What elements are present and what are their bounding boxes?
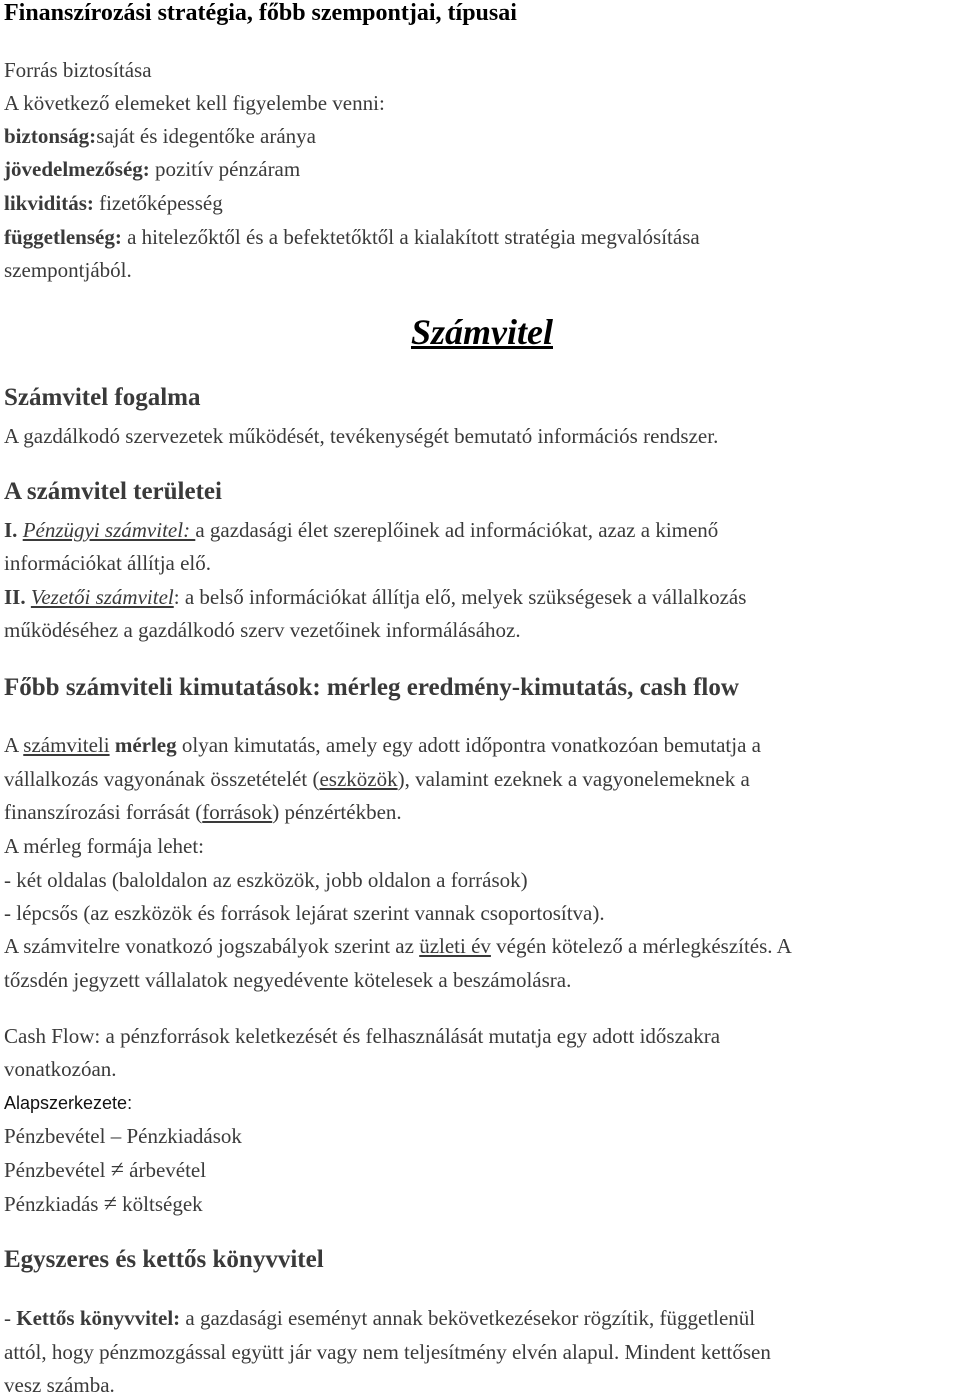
konyvvitel-heading: Egyszeres és kettős könyvvitel bbox=[4, 1246, 324, 1273]
item-number: I. bbox=[4, 518, 18, 542]
section-heading-szamvitel: Számvitel bbox=[411, 312, 553, 352]
kimutatasok-line-8: tőzsdén jegyzett vállalatok negyedévente kötelesek a beszámolásra. bbox=[4, 968, 572, 992]
szamviteli-link[interactable]: számviteli bbox=[23, 733, 110, 757]
kimutatasok-line-7 bbox=[4, 934, 960, 959]
forrasok-link[interactable]: források bbox=[202, 800, 273, 824]
text: ), valamint ezeknek a vagyonelemeknek a bbox=[397, 767, 750, 791]
term: likviditás: bbox=[4, 191, 94, 215]
kimutatasok-heading: Főbb számviteli kimutatások: mérleg eredmény-kimutatás, cash flow bbox=[4, 674, 739, 701]
konyvvitel-line-2: attól, hogy pénzmozgással együtt jár vagy nem teljesítmény elvén alapul. Mindent kettősen bbox=[4, 1340, 771, 1364]
teruletei-item-1-cont: információkat állítja elő. bbox=[4, 551, 212, 575]
term: függetlenség: bbox=[4, 225, 122, 249]
cashflow-line-2: vonatkozóan. bbox=[4, 1057, 117, 1081]
item-term: Pénzügyi számvitel: bbox=[22, 518, 196, 542]
teruletei-heading: A számvitel területei bbox=[4, 478, 222, 505]
text: A számvitelre vonatkozó jogszabályok szerint az bbox=[4, 934, 420, 958]
text: A bbox=[4, 733, 24, 757]
page-title: Finanszírozási stratégia, főbb szempontjai, típusai bbox=[4, 0, 517, 26]
term: jövedelmezőség: bbox=[4, 157, 150, 181]
konyvvitel-line-1 bbox=[4, 1306, 960, 1331]
not-equal-icon: ≠ bbox=[103, 1191, 117, 1217]
finance-point-independence bbox=[4, 225, 960, 250]
cashflow-line-1: Cash Flow: a pénzforrások keletkezését és felhasználását mutatja egy adott időszakra bbox=[4, 1024, 721, 1048]
text: olyan kimutatás, amely egy adott időpontra vonatkozóan bemutatja a bbox=[176, 733, 761, 757]
kimutatasok-line-3 bbox=[4, 800, 960, 825]
kimutatasok-line-2 bbox=[4, 767, 960, 792]
teruletei-item-1 bbox=[4, 518, 960, 543]
kimutatasok-line-5: - két oldalas (baloldalon az eszközök, jobb oldalon a források) bbox=[4, 868, 528, 892]
text: - bbox=[4, 1306, 17, 1330]
uzleti-ev-link[interactable]: üzleti év bbox=[419, 934, 491, 958]
text: árbevétel bbox=[123, 1158, 207, 1182]
text: Pénzbevétel bbox=[4, 1158, 111, 1182]
cashflow-structure-label: Alapszerkezete: bbox=[4, 1093, 133, 1113]
item-number: II. bbox=[4, 585, 26, 609]
not-equal-icon: ≠ bbox=[110, 1157, 124, 1183]
merleg-term: mérleg bbox=[114, 733, 177, 757]
fogalma-text: A gazdálkodó szervezetek működését, tevékenységét bemutató információs rendszer. bbox=[4, 424, 719, 448]
text: finanszírozási forrását ( bbox=[4, 800, 203, 824]
desc: pozitív pénzáram bbox=[149, 157, 301, 181]
kimutatasok-line-4: A mérleg formája lehet: bbox=[4, 834, 205, 858]
fogalma-heading: Számvitel fogalma bbox=[4, 384, 201, 411]
kimutatasok-line-1 bbox=[4, 733, 960, 758]
item-text: a gazdasági élet szereplőinek ad információkat, azaz a kimenő bbox=[195, 518, 719, 542]
text: ) pénzértékben. bbox=[272, 800, 402, 824]
item-term: Vezetői számvitel bbox=[30, 585, 174, 609]
text: költségek bbox=[116, 1192, 203, 1216]
text: végén kötelező a mérlegkészítés. A bbox=[490, 934, 792, 958]
finance-intro-2: A következő elemeket kell figyelembe venni: bbox=[4, 91, 385, 115]
finance-point-profitability bbox=[4, 157, 960, 182]
finance-point-liquidity bbox=[4, 191, 960, 216]
text: vállalkozás vagyonának összetételét ( bbox=[4, 767, 320, 791]
kimutatasok-line-6: - lépcsős (az eszközök és források lejárat szerint vannak csoportosítva). bbox=[4, 901, 605, 925]
finance-intro: Forrás biztosítása bbox=[4, 58, 152, 82]
finance-point-safety bbox=[4, 124, 960, 149]
desc: saját és idegentőke aránya bbox=[96, 124, 317, 148]
desc: a hitelezőktől és a befektetőktől a kialakított stratégia megvalósítása bbox=[121, 225, 700, 249]
text: Pénzkiadás bbox=[4, 1192, 104, 1216]
teruletei-item-2 bbox=[4, 585, 960, 610]
konyvvitel-line-3: vesz számba. bbox=[4, 1373, 115, 1397]
cashflow-formula-3 bbox=[4, 1191, 960, 1218]
eszkozok-link[interactable]: eszközök bbox=[319, 767, 398, 791]
desc: fizetőképesség bbox=[93, 191, 223, 215]
text: a gazdasági eseményt annak bekövetkezésekor rögzítik, függetlenül bbox=[180, 1306, 756, 1330]
cashflow-formula-1: Pénzbevétel – Pénzkiadások bbox=[4, 1124, 242, 1148]
kettos-term: Kettős könyvvitel: bbox=[16, 1306, 181, 1330]
teruletei-item-2-cont: működéséhez a gazdálkodó szerv vezetőinek informálásához. bbox=[4, 618, 521, 642]
finance-point-independence-cont: szempontjából. bbox=[4, 258, 132, 282]
cashflow-formula-2 bbox=[4, 1157, 960, 1184]
term: biztonság: bbox=[4, 124, 97, 148]
item-text: : a belső információkat állítja elő, melyek szükségesek a vállalkozás bbox=[173, 585, 747, 609]
